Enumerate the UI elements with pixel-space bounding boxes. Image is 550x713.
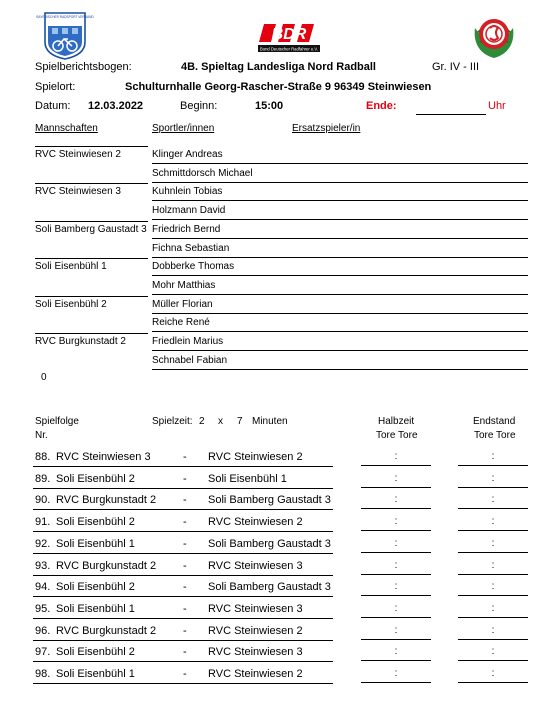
final-score-input[interactable]: :: [491, 624, 495, 636]
roster-player: Friedrich Bernd: [152, 223, 221, 235]
game-line: [33, 661, 333, 662]
away-team: Soli Eisenbühl 1: [208, 472, 287, 485]
end-time-line: [416, 114, 486, 115]
game-number: 95.: [35, 602, 51, 615]
halftime-score-line: [361, 639, 431, 640]
halftime-score-line: [361, 508, 431, 509]
away-team: RVC Steinwiesen 3: [208, 602, 303, 615]
roster-player: Müller Florian: [152, 298, 213, 310]
team-divider: [35, 183, 148, 184]
halftime-score-line: [361, 617, 431, 618]
player-line: [152, 238, 528, 239]
home-team: Soli Eisenbühl 1: [56, 537, 135, 550]
label-ende: Ende:: [366, 100, 397, 112]
game-number: 96.: [35, 624, 51, 637]
game-number: 92.: [35, 537, 51, 550]
label-uhr: Uhr: [488, 100, 506, 112]
halftime-score-line: [361, 530, 431, 531]
final-score-line: [458, 487, 528, 488]
away-team: Soli Bamberg Gaustadt 3: [208, 537, 331, 550]
vs-dash: -: [183, 537, 187, 550]
roster-player: Schnabel Fabian: [152, 354, 228, 366]
roster-player: Fichna Sebastian: [152, 242, 230, 254]
player-line: [152, 182, 528, 183]
roster-player: Holzmann David: [152, 205, 226, 217]
game-line: [33, 640, 333, 641]
final-score-line: [458, 682, 528, 683]
label-spielberichtsbogen: Spielberichtsbogen:: [35, 61, 132, 73]
vs-dash: -: [183, 602, 187, 615]
game-number: 90.: [35, 494, 51, 507]
halftime-score-input[interactable]: :: [394, 494, 398, 506]
home-team: RVC Burgkunstadt 2: [56, 559, 157, 572]
team-divider: [35, 296, 148, 297]
game-line: [33, 596, 333, 597]
vs-dash: -: [183, 559, 187, 572]
player-line: [152, 257, 528, 258]
roster-team: RVC Burgkunstadt 2: [35, 336, 126, 347]
final-score-input[interactable]: :: [491, 451, 495, 462]
final-score-input[interactable]: :: [491, 581, 495, 593]
game-number: 89.: [35, 472, 51, 485]
game-line: [33, 531, 333, 532]
game-line: [33, 466, 333, 467]
home-team: RVC Burgkunstadt 2: [56, 624, 157, 637]
home-team: Soli Eisenbühl 1: [56, 602, 135, 615]
halftime-score-input[interactable]: :: [394, 646, 398, 658]
final-score-line: [458, 574, 528, 575]
vs-dash: -: [183, 581, 187, 594]
period-minutes: 7: [237, 416, 243, 427]
final-score-input[interactable]: :: [491, 559, 495, 571]
home-team: Soli Eisenbühl 2: [56, 581, 135, 594]
halftime-score-input[interactable]: :: [394, 472, 398, 484]
away-team: RVC Steinwiesen 2: [208, 624, 303, 637]
club-emblem: [471, 14, 517, 60]
roster-team: Soli Eisenbühl 2: [35, 298, 107, 310]
halftime-score-input[interactable]: :: [394, 451, 398, 462]
roster-player: Dobberke Thomas: [152, 261, 235, 273]
vs-dash: -: [183, 624, 187, 637]
away-team: RVC Steinwiesen 2: [208, 668, 303, 680]
home-team: Soli Eisenbühl 1: [56, 668, 135, 680]
final-score-line: [458, 508, 528, 509]
label-nr: Nr.: [35, 430, 48, 441]
brv-logo-text: BAYERISCHER RADSPORT VERBAND: [36, 15, 94, 19]
game-number: 97.: [35, 646, 51, 659]
final-score-line: [458, 552, 528, 553]
halftime-score-line: [361, 682, 431, 683]
vs-dash: -: [183, 668, 187, 680]
final-score-input[interactable]: :: [491, 668, 495, 679]
game-number: 91.: [35, 516, 51, 529]
bdr-logo-text: BDR: [271, 26, 307, 43]
label-spielfolge: Spielfolge: [35, 416, 79, 427]
halftime-score-input[interactable]: :: [394, 537, 398, 549]
group-label: Gr. IV - III: [432, 61, 480, 73]
away-team: RVC Steinwiesen 3: [208, 646, 303, 659]
player-line: [152, 163, 528, 164]
roster-count: 0: [41, 372, 47, 383]
roster-player: Schmittdorsch Michael: [152, 167, 253, 179]
match-date: 12.03.2022: [88, 100, 144, 112]
bdr-logo-subtext: Bund Deutscher Radfahrer e.V.: [259, 46, 319, 52]
final-score-input[interactable]: :: [491, 472, 495, 484]
halftime-score-line: [361, 552, 431, 553]
team-divider: [35, 333, 148, 334]
player-line: [152, 369, 528, 370]
final-score-line: [458, 639, 528, 640]
vs-dash: -: [183, 646, 187, 659]
periods-count: 2: [199, 416, 205, 427]
roster-team: RVC Steinwiesen 2: [35, 149, 121, 160]
roster-player: Friedlein Marius: [152, 336, 224, 347]
venue: Schulturnhalle Georg-Rascher-Straße 9 96349 Steinwiesen: [125, 81, 432, 93]
roster-player: Klinger Andreas: [152, 149, 223, 160]
final-score-input[interactable]: :: [491, 494, 495, 506]
halftime-score-input[interactable]: :: [394, 581, 398, 593]
halftime-score-line: [361, 595, 431, 596]
player-line: [152, 350, 528, 351]
label-spielort: Spielort:: [35, 81, 76, 93]
away-team: RVC Steinwiesen 3: [208, 559, 303, 572]
away-team: Soli Bamberg Gaustadt 3: [208, 494, 331, 507]
away-team: RVC Steinwiesen 2: [208, 516, 303, 529]
home-team: RVC Burgkunstadt 2: [56, 494, 157, 507]
start-time: 15:00: [255, 100, 284, 112]
halftime-score-input[interactable]: :: [394, 516, 398, 528]
home-team: Soli Eisenbühl 2: [56, 516, 135, 529]
col-header-teams: Mannschaften: [35, 123, 98, 134]
team-divider: [35, 258, 148, 259]
label-halbzeit: Halbzeit: [378, 416, 415, 427]
player-line: [152, 275, 528, 276]
final-score-input[interactable]: :: [491, 646, 495, 658]
final-score-input[interactable]: :: [491, 537, 495, 549]
label-datum: Datum:: [35, 100, 71, 112]
vs-dash: -: [183, 516, 187, 529]
game-number: 93.: [35, 559, 51, 572]
away-team: RVC Steinwiesen 2: [208, 451, 303, 463]
roster-team: Soli Bamberg Gaustadt 3: [35, 223, 147, 235]
col-header-substitutes: Ersatzspieler/in: [292, 123, 361, 134]
final-score-line: [458, 617, 528, 618]
roster-team: Soli Eisenbühl 1: [35, 261, 107, 273]
label-halbzeit-tore: Tore Tore: [376, 430, 418, 441]
halftime-score-line: [361, 487, 431, 488]
label-endstand: Endstand: [473, 416, 516, 427]
home-team: RVC Steinwiesen 3: [56, 451, 151, 463]
final-score-line: [458, 465, 528, 466]
final-score-input[interactable]: :: [491, 516, 495, 528]
final-score-line: [458, 660, 528, 661]
team-divider: [35, 221, 148, 222]
halftime-score-line: [361, 660, 431, 661]
game-line: [33, 488, 333, 489]
final-score-line: [458, 530, 528, 531]
away-team: Soli Bamberg Gaustadt 3: [208, 581, 331, 594]
label-minuten: Minuten: [252, 416, 288, 427]
player-line: [152, 331, 528, 332]
game-number: 94.: [35, 581, 51, 594]
label-spielzeit: Spielzeit:: [152, 416, 193, 427]
game-line: [33, 509, 333, 510]
player-line: [152, 313, 528, 314]
vs-dash: -: [183, 494, 187, 507]
halftime-score-input[interactable]: :: [394, 559, 398, 571]
team-divider: [35, 146, 148, 147]
halftime-score-input[interactable]: :: [394, 624, 398, 636]
roster-player: Reiche René: [152, 317, 210, 329]
vs-dash: -: [183, 472, 187, 485]
label-beginn: Beginn:: [180, 100, 218, 112]
game-line: [33, 575, 333, 576]
home-team: Soli Eisenbühl 2: [56, 646, 135, 659]
home-team: Soli Eisenbühl 2: [56, 472, 135, 485]
halftime-score-input[interactable]: :: [394, 602, 398, 614]
label-endstand-tore: Tore Tore: [474, 430, 516, 441]
player-line: [152, 200, 528, 201]
final-score-line: [458, 595, 528, 596]
bdr-logo: [256, 22, 322, 54]
halftime-score-input[interactable]: :: [394, 668, 398, 679]
player-line: [152, 294, 528, 295]
times-sign: x: [218, 416, 223, 427]
final-score-input[interactable]: :: [491, 602, 495, 614]
game-line: [33, 683, 333, 684]
halftime-score-line: [361, 465, 431, 466]
roster-team: RVC Steinwiesen 3: [35, 186, 121, 198]
halftime-score-line: [361, 574, 431, 575]
game-number: 98.: [35, 668, 51, 680]
game-line: [33, 553, 333, 554]
player-line: [152, 219, 528, 220]
game-line: [33, 618, 333, 619]
vs-dash: -: [183, 451, 187, 463]
col-header-players: Sportler/innen: [152, 123, 215, 134]
brv-logo: [36, 12, 94, 60]
match-day-title: 4B. Spieltag Landesliga Nord Radball: [181, 61, 376, 73]
roster-player: Mohr Matthias: [152, 279, 216, 291]
roster-player: Kuhnlein Tobias: [152, 186, 223, 198]
game-number: 88.: [35, 451, 51, 463]
